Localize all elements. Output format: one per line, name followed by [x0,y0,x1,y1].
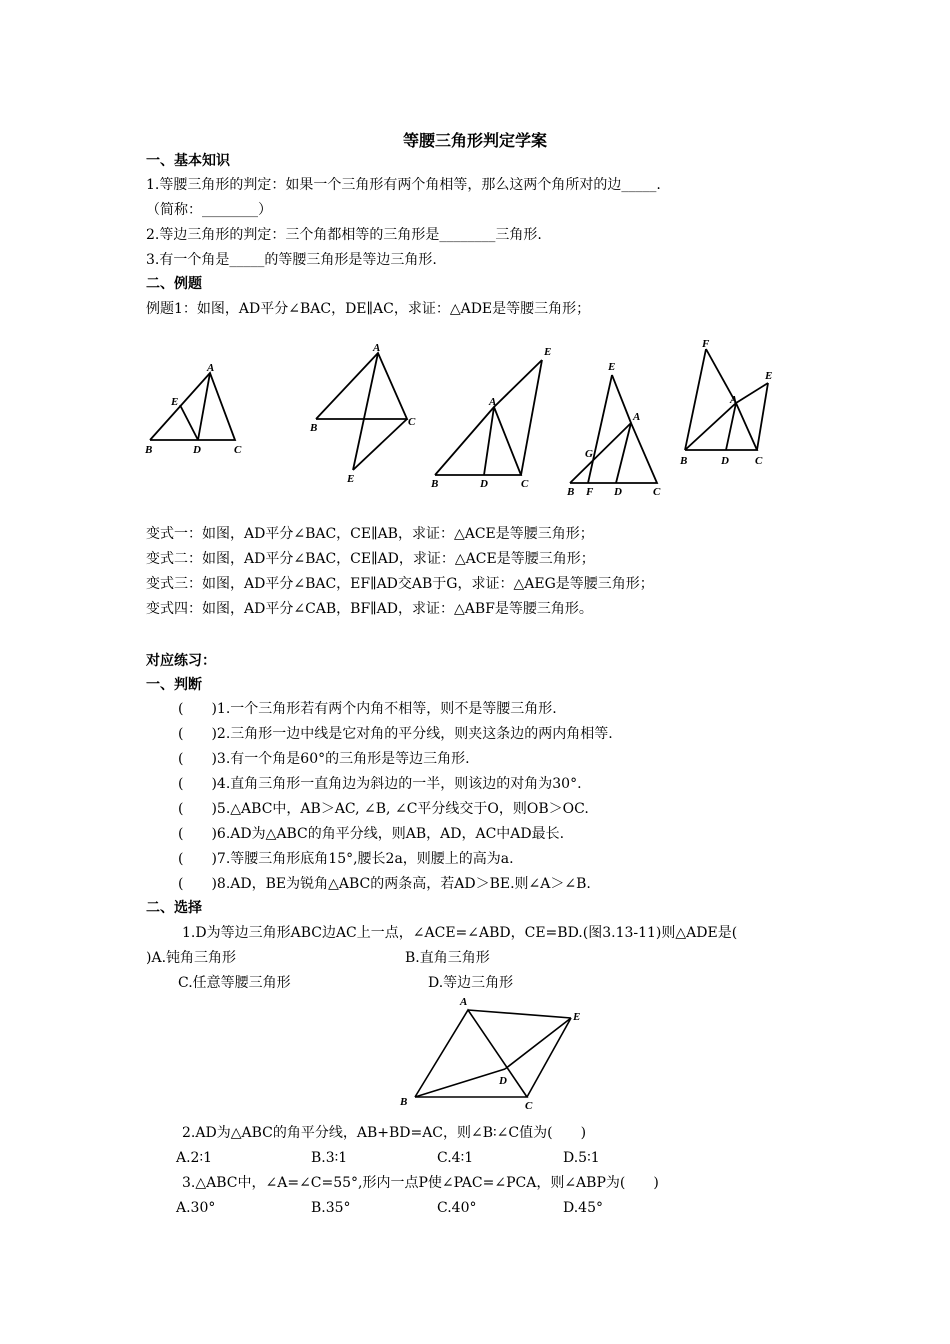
q2-option-a: A.2∶1 [176,1150,213,1166]
q1-stem: 1.D为等边三角形ABC边AC上一点，∠ACE=∠ABD，CE=BD.(图3.13-11)则△ADE是( [182,925,738,941]
variant-1: 变式一：如图，AD平分∠BAC，CE∥AB，求证：△ACE是等腰三角形； [146,526,594,542]
example-figures [140,335,800,505]
figure-2 [316,353,407,470]
q3-stem: 3.△ABC中，∠A=∠C=55°,形内一点P使∠PAC=∠PCA，则∠ABP为( ) [182,1175,659,1191]
q3-option-d: D.45° [563,1200,603,1216]
practice-heading: 对应练习： [146,653,216,669]
fig1-label-a: A [207,362,215,374]
fig3-label-a: A [489,396,497,408]
fig4-label-g: G [585,448,593,460]
fig4-label-f: F [586,486,594,498]
q1-option-a: )A.钝角三角形 [146,950,237,966]
fig5-label-c: C [755,455,763,467]
fig3-label-b: B [431,478,439,490]
fig4-label-b: B [567,486,575,498]
q3-option-c: C.40° [437,1200,477,1216]
fig6-label-e: E [573,1011,581,1023]
judge-heading: 一、判断 [146,677,202,693]
example-1-text: 例题1：如图，AD平分∠BAC，DE∥AC，求证：△ADE是等腰三角形； [146,301,591,317]
judge-item-8: ( )8.AD，BE为锐角△ABC的两条高，若AD＞BE.则∠A＞∠B. [178,876,591,892]
page-title: 等腰三角形判定学案 [402,131,547,150]
basic-item-2: 2.等边三角形的判定：三个角都相等的三角形是________三角形. [146,227,542,243]
fig6-label-a: A [460,996,468,1008]
variant-3: 变式三：如图，AD平分∠BAC，EF∥AD交AB于G，求证：△AEG是等腰三角形； [146,576,654,592]
fig1-label-c: C [234,444,242,456]
judge-item-7: ( )7.等腰三角形底角15°,腰长2a，则腰上的高为a. [178,851,514,867]
figure-5 [685,349,768,450]
judge-item-5: ( )5.△ABC中，AB＞AC, ∠B, ∠C平分线交于O，则OB＞OC. [178,801,589,817]
judge-item-1: ( )1.一个三角形若有两个内角不相等，则不是等腰三角形. [178,701,557,717]
choice-heading: 二、选择 [146,900,202,916]
q2-stem: 2.AD为△ABC的角平分线，AB+BD=AC，则∠B∶∠C值为( ) [182,1125,587,1141]
basic-item-1: 1.等腰三角形的判定：如果一个三角形有两个角相等，那么这两个角所对的边_____. [146,177,661,193]
fig6-label-b: B [400,1096,408,1108]
fig3-label-c: C [521,478,529,490]
fig2-label-e: E [347,473,355,485]
fig2-label-c: C [408,416,416,428]
q3-option-b: B.35° [311,1200,351,1216]
fig3-label-e: E [544,346,552,358]
fig5-label-b: B [680,455,688,467]
q1-figure [395,993,595,1118]
fig6-label-c: C [525,1100,533,1112]
fig2-label-a: A [373,342,381,354]
section-example-heading: 二、例题 [146,276,202,292]
fig1-label-e: E [171,396,179,408]
q2-option-c: C.4∶1 [437,1150,474,1166]
q1-option-c: C.任意等腰三角形 [178,975,291,991]
q1-option-d: D.等边三角形 [428,975,514,991]
q2-option-b: B.3∶1 [311,1150,348,1166]
basic-item-1-abbrev: （简称：________） [146,202,272,218]
basic-item-3: 3.有一个角是_____的等腰三角形是等边三角形. [146,252,437,268]
fig4-label-c: C [653,486,661,498]
section-basic-heading: 一、基本知识 [146,153,230,169]
fig5-label-a: A [730,394,738,406]
variant-2: 变式二：如图，AD平分∠BAC，CE∥AD，求证：△ACE是等腰三角形； [146,551,595,567]
figure-1 [150,373,235,440]
judge-item-6: ( )6.AD为△ABC的角平分线，则AB，AD，AC中AD最长. [178,826,565,842]
fig5-label-d: D [721,455,729,467]
figure-4 [570,375,657,483]
fig1-label-b: B [145,444,153,456]
judge-item-3: ( )3.有一个角是60°的三角形是等边三角形. [178,751,470,767]
figure-3 [435,360,542,475]
fig1-label-d: D [193,444,201,456]
q1-option-b: B.直角三角形 [405,950,490,966]
fig3-label-d: D [480,478,488,490]
judge-item-4: ( )4.直角三角形一直角边为斜边的一半，则该边的对角为30°. [178,776,582,792]
fig5-label-e: E [765,370,773,382]
fig5-label-f: F [702,338,710,350]
fig4-label-e: E [608,361,616,373]
q3-option-a: A.30° [176,1200,216,1216]
fig4-label-a: A [633,411,641,423]
q2-option-d: D.5∶1 [563,1150,600,1166]
variant-4: 变式四：如图，AD平分∠CAB，BF∥AD，求证：△ABF是等腰三角形。 [146,601,593,617]
fig6-label-d: D [499,1075,507,1087]
fig2-label-b: B [310,422,318,434]
judge-item-2: ( )2.三角形一边中线是它对角的平分线，则夹这条边的两内角相等. [178,726,613,742]
fig4-label-d: D [614,486,622,498]
